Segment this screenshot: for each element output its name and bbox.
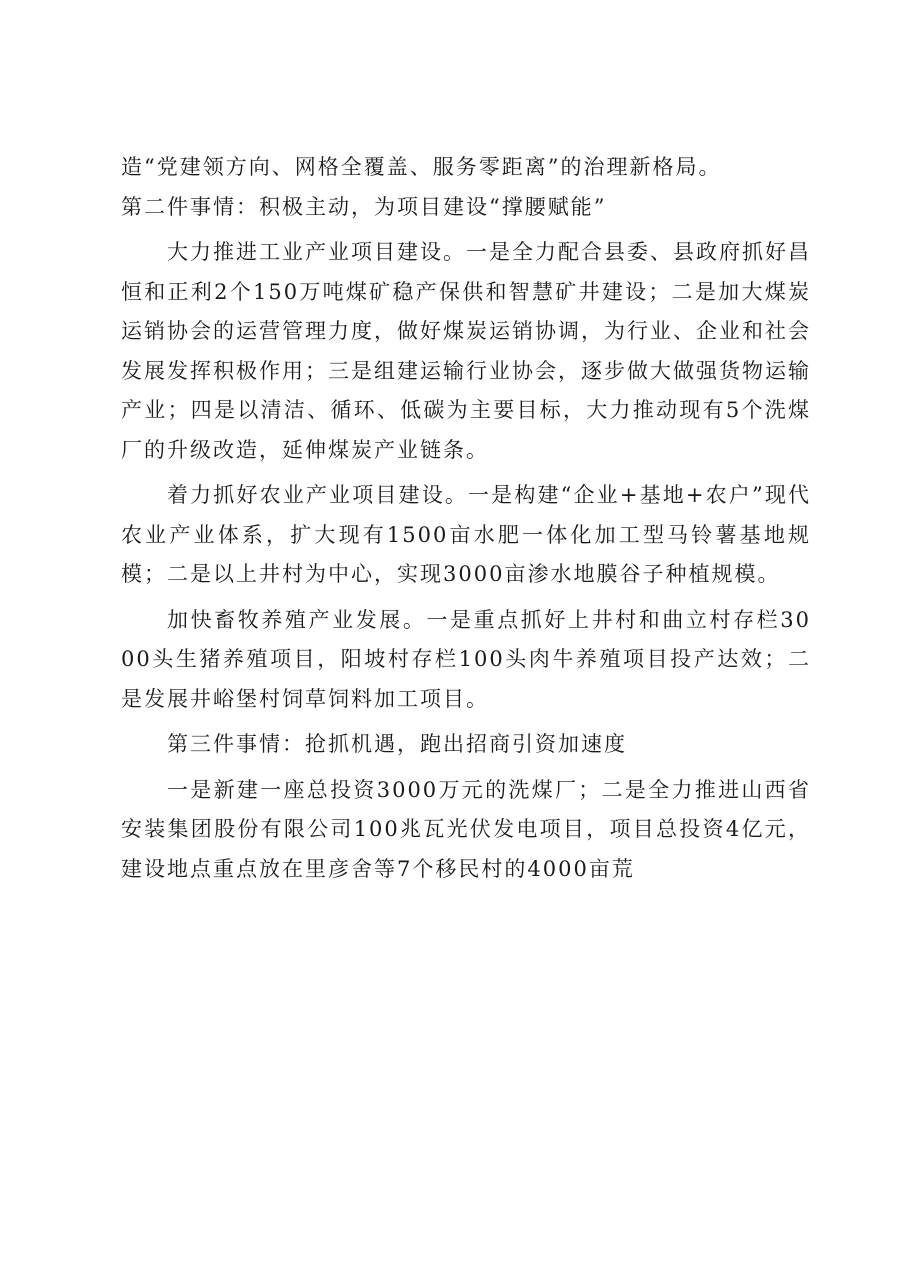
paragraph-governance-pattern: 造“党建领方向、网格全覆盖、服务零距离”的治理新格局。 bbox=[121, 155, 722, 179]
paragraph-investment-projects: 一是新建一座总投资3000万元的洗煤厂；二是全力推进山西省安装集团股份有限公司100兆瓦光伏发电项目，项目总投资4亿元，建设地点重点放在里彦舍等7个移民村的4000亩荒 bbox=[121, 777, 811, 881]
paragraph-livestock-development: 加快畜牧养殖产业发展。一是重点抓好上井村和曲立村存栏3000头生猪养殖项目，阳坡村存栏100头肉牛养殖项目投产达效；二是发展井峪堡村饲草饲料加工项目。 bbox=[121, 607, 811, 711]
document-body bbox=[121, 148, 811, 889]
heading-second-matter: 第二件事情：积极主动，为项目建设“撑腰赋能” bbox=[121, 194, 607, 219]
heading-third-matter: 第三件事情：抢抓机遇，跑出招商引资加速度 bbox=[167, 732, 627, 756]
paragraph-industrial-projects: 大力推进工业产业项目建设。一是全力配合县委、县政府抓好昌恒和正利2个150万吨煤矿稳产保供和智慧矿井建设；二是加大煤炭运销协会的运营管理力度，做好煤炭运销协调，为行业、企业和社会发展发挥积极作用；三是组建运输行业协会，逐步做大做强货物运输产业；四是以清洁、循环、低碳为主要目标，大力推动现有5个洗煤厂的升级改造，延伸煤炭产业链条。 bbox=[121, 240, 811, 462]
paragraph-agricultural-projects: 着力抓好农业产业项目建设。一是构建“企业+基地+农户”现代农业产业体系，扩大现有1500亩水肥一体化加工型马铃薯基地规模；二是以上井村为中心，实现3000亩渗水地膜谷子种植规模。 bbox=[121, 483, 811, 586]
